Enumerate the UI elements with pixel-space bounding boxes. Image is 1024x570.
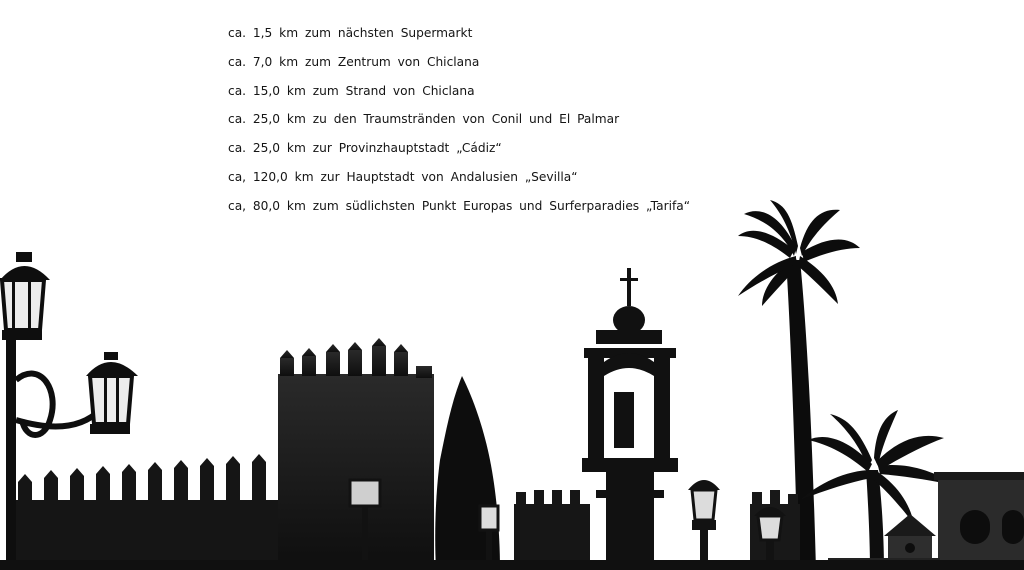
distance-supermarket: ca. 1,5 km zum nächsten Supermarkt (228, 26, 473, 40)
castle-tower (278, 338, 434, 570)
distance-chiclana-beach: ca. 15,0 km zum Strand von Chiclana (228, 83, 475, 98)
distance-cadiz: ca. 25,0 km zur Provinzhauptstadt „Cádiz“ (228, 141, 502, 156)
crenellated-wall-left (10, 454, 282, 570)
shrine-column (582, 268, 678, 570)
palm-tree-right (800, 410, 958, 570)
crenellated-wall-middle (514, 490, 590, 570)
building-right (828, 472, 1024, 570)
distance-tarifa: ca, 80,0 km zum südlichsten Punkt Europas und Surferparadies „Tarifa“ (228, 198, 691, 213)
distance-chiclana-center: ca. 7,0 km zum Zentrum von Chiclana (228, 54, 480, 69)
distance-conil-el-palmar: ca. 25,0 km zu den Traumstränden von Conil und El Palmar (228, 112, 620, 127)
ground (0, 560, 1024, 570)
distance-sevilla: ca, 120,0 km zur Hauptstadt von Andalusien „Sevilla“ (228, 169, 578, 184)
